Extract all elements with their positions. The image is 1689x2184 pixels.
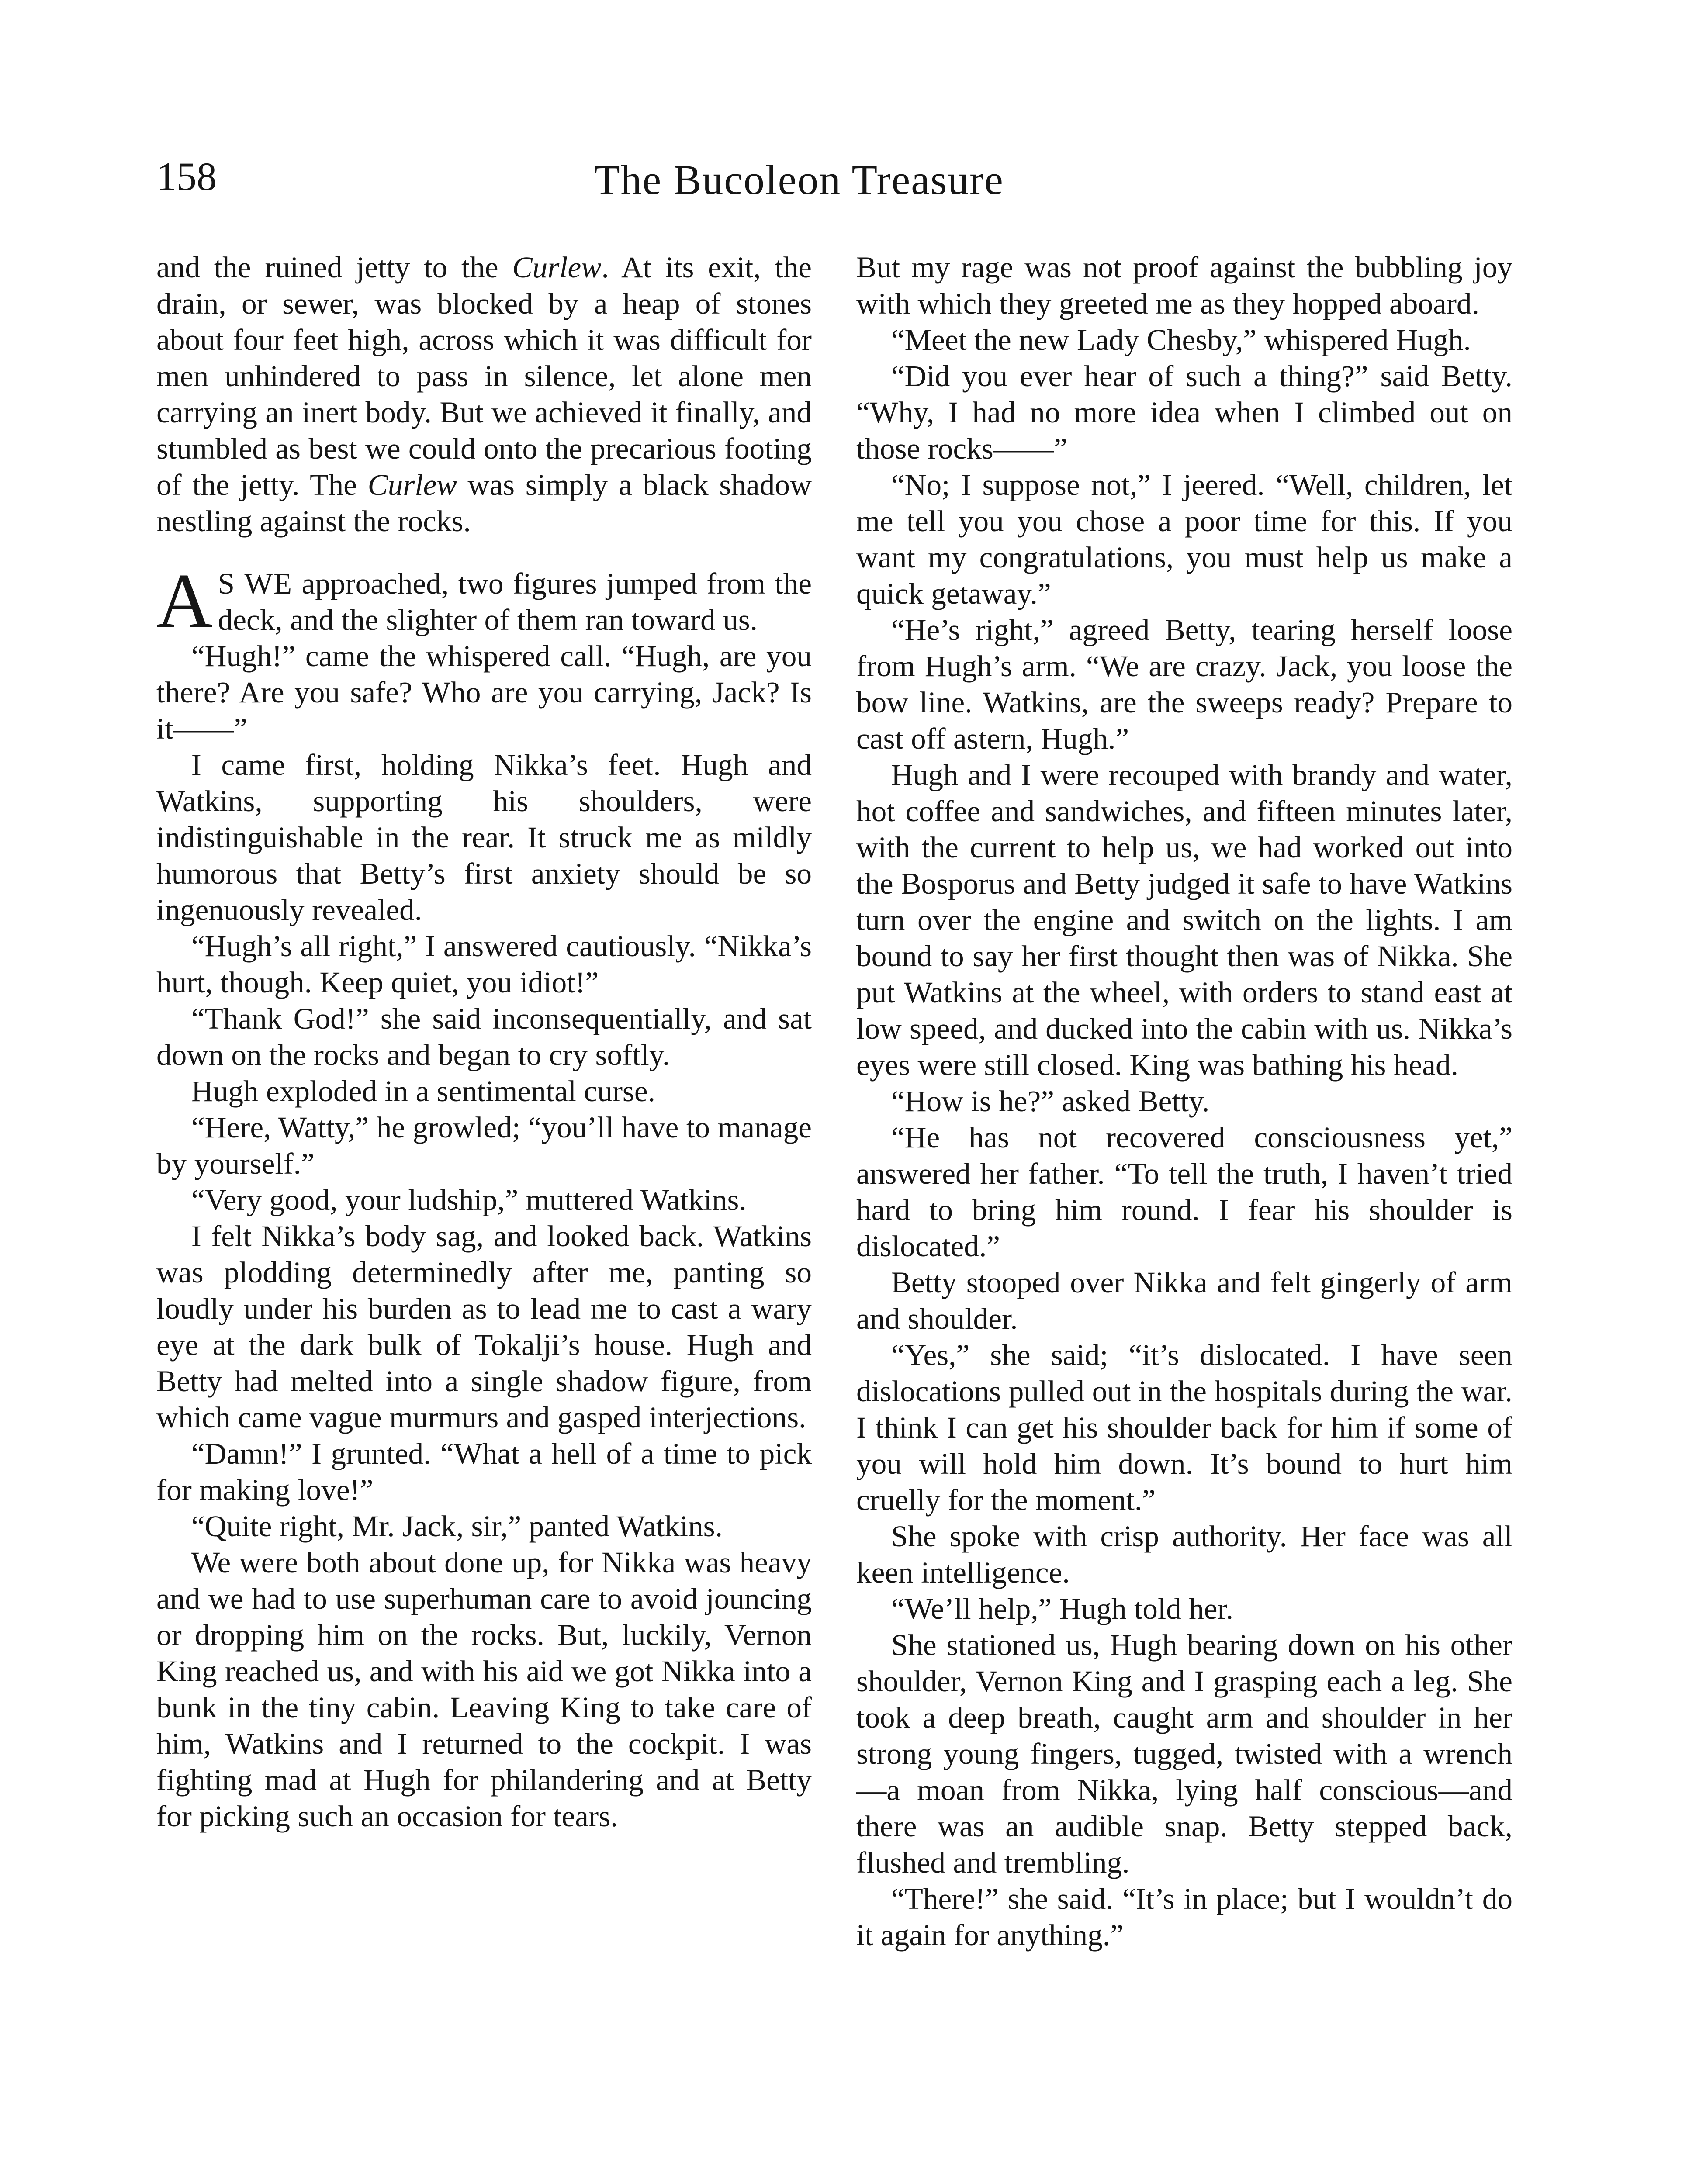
page-number: 158 — [156, 154, 217, 199]
paragraph: She spoke with crisp authority. Her face was all keen intelligence. — [856, 1519, 1512, 1589]
paragraph: We were both about done up, for Nikka was heavy and we had to use superhuman care to avoid jouncing or dropping him on the rocks. But, luckily, Vernon King reached us, and with his aid we got Nikka into a bunk in the tiny cabin. Leaving King to take care of him, Watkins and I returned to the cockpit. I was fighting mad at Hugh for philandering and at Betty for picking such an occasion for tears. — [156, 1545, 812, 1833]
paragraph — [156, 249, 812, 539]
paragraph: But my rage was not proof against the bubbling joy with which they greeted me as they hopped aboard. — [856, 250, 1512, 320]
paragraph: “Thank God!” she said inconsequentially, and sat down on the rocks and began to cry softly. — [156, 1002, 812, 1071]
paragraph: “Did you ever hear of such a thing?” said Betty. “Why, I had no more idea when I climbed out on those rocks——” — [856, 359, 1512, 465]
paragraph: “Meet the new Lady Chesby,” whispered Hugh. — [891, 323, 1471, 356]
ship-name: Curlew — [512, 250, 602, 284]
paragraph: I felt Nikka’s body sag, and looked back. Watkins was plodding determinedly after me, panting so loudly under his burden as to lead me to cast a wary eye at the dark bulk of Tokalji’s house. Hugh and Betty had melted into a single shadow figure, from which came vague murmurs and gasped interjections. — [156, 1219, 812, 1434]
drop-cap: A — [156, 557, 213, 644]
running-head: The Bucoleon Treasure — [594, 156, 1004, 203]
paragraph: “Damn!” I grunted. “What a hell of a time to pick for making love!” — [156, 1437, 812, 1507]
paragraph: She stationed us, Hugh bearing down on his other shoulder, Vernon King and I grasping each a leg. She took a deep breath, caught arm and shoulder in her strong young fingers, tugged, twisted with a wrench—a moan from Nikka, lying half conscious—and there was an audible snap. Betty stepped back, flushed and trembling. — [856, 1628, 1512, 1879]
paragraph: “He has not recovered consciousness yet,” answered her father. “To tell the truth, I haven’t tried hard to bring him round. I fear his shoulder is dislocated.” — [856, 1120, 1512, 1263]
paragraph: “How is he?” asked Betty. — [891, 1084, 1210, 1118]
paragraph: “We’ll help,” Hugh told her. — [891, 1592, 1234, 1625]
paragraph: “Very good, your ludship,” muttered Watkins. — [191, 1183, 747, 1216]
paragraph: I came first, holding Nikka’s feet. Hugh and Watkins, supporting his shoulders, were indistinguishable in the rear. It struck me as mildly humorous that Betty’s first anxiety should be so ingenuously revealed. — [156, 748, 812, 926]
paragraph: “Yes,” she said; “it’s dislocated. I have seen dislocations pulled out in the hospitals during the war. I think I can get his shoulder back for him if some of you will hold him down. It’s bound to hurt him cruelly for the moment.” — [856, 1338, 1512, 1517]
paragraph: Hugh exploded in a sentimental curse. — [191, 1074, 655, 1108]
left-column — [156, 249, 812, 1834]
ship-name: Curlew — [367, 468, 457, 501]
paragraph: “Hugh’s all right,” I answered cautiously. “Nikka’s hurt, though. Keep quiet, you idiot!” — [156, 929, 812, 999]
text-run: approached, two figures jumped from the deck, and the slighter of them ran toward us. — [218, 567, 812, 636]
paragraph: “There!” she said. “It’s in place; but I wouldn’t do it again for anything.” — [856, 1882, 1512, 1952]
right-column — [856, 249, 1512, 1953]
paragraph: “Hugh!” came the whispered call. “Hugh, are you there? Are you safe? Who are you carrying, Jack? Is it——” — [156, 639, 812, 745]
text-run: and the ruined jetty to the — [156, 250, 512, 284]
paragraph: “No; I suppose not,” I jeered. “Well, children, let me tell you you chose a poor time for this. If you want my congratulations, you must help us make a quick getaway.” — [856, 468, 1512, 610]
section-opening-paragraph — [156, 557, 812, 644]
small-caps-lead: S WE — [218, 567, 293, 600]
paragraph: Hugh and I were recouped with brandy and water, hot coffee and sandwiches, and fifteen minutes later, with the current to help us, we had worked out into the Bosporus and Betty judged it safe to have Watkins turn over the engine and switch on the lights. I am bound to say her first thought then was of Nikka. She put Watkins at the wheel, with orders to stand east at low speed, and ducked into the cabin with us. Nikka’s eyes were still closed. King was bathing his head. — [856, 758, 1512, 1082]
paragraph: “Here, Watty,” he growled; “you’ll have to manage by yourself.” — [156, 1110, 812, 1180]
text-run: was simply a black shadow nestling against the rocks. — [156, 468, 812, 538]
paragraph: Betty stooped over Nikka and felt gingerly of arm and shoulder. — [856, 1265, 1512, 1335]
paragraph: “He’s right,” agreed Betty, tearing herself loose from Hugh’s arm. “We are crazy. Jack, you loose the bow line. Watkins, are the sweeps ready? Prepare to cast off astern, Hugh.” — [856, 613, 1512, 755]
paragraph: “Quite right, Mr. Jack, sir,” panted Watkins. — [191, 1509, 723, 1543]
text-run: . At its exit, the drain, or sewer, was blocked by a heap of stones about four feet high, across which it was difficult for men unhindered to pass in silence, let alone men carrying an inert body. But we achieved it finally, and stumbled as best we could onto the precarious footing of the jetty. The — [156, 250, 812, 501]
